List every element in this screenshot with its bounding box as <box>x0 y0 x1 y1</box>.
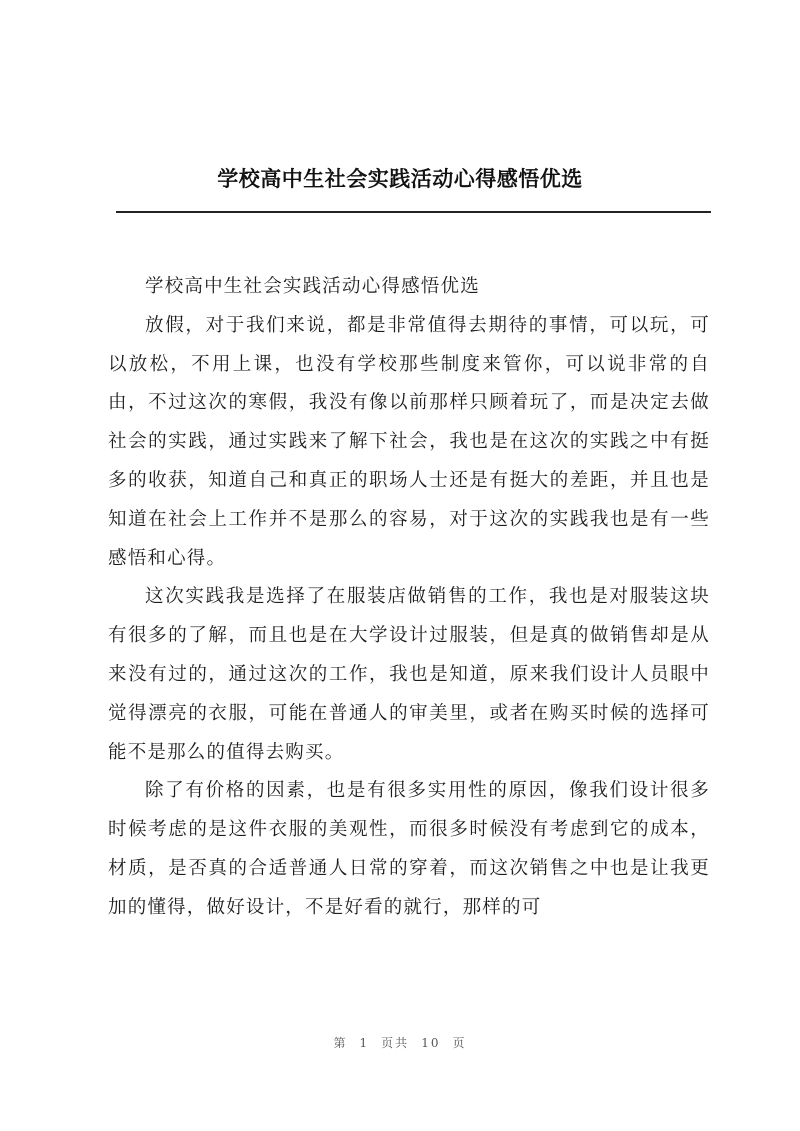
footer-suffix: 页 <box>452 1036 467 1050</box>
paragraph: 这次实践我是选择了在服装店做销售的工作，我也是对服装这块有很多的了解，而且也是在大学设计过服装，但是真的做销售却是从来没有过的，通过这次的工作，我也是知道，原来我们设计人员眼中觉得漂亮的衣服，可能在普通人的审美里，或者在购买时候的选择可能不是那么的值得去购买。 <box>108 586 710 763</box>
footer-middle: 页共 <box>381 1036 410 1050</box>
current-page-number: 1 <box>359 1036 370 1050</box>
total-pages-number: 10 <box>421 1036 441 1050</box>
paragraph: 放假，对于我们来说，都是非常值得去期待的事情，可以玩，可以放松，不用上课，也没有学校那些制度来管你，可以说非常的自由，不过这次的寒假，我没有像以前那样只顾着玩了，而是决定去做社会的实践，通过实践来了解下社会，我也是在这次的实践之中有挺多的收获，知道自己和真正的职场人士还是有挺大的差距，并且也是知道在社会上工作并不是那么的容易，对于这次的实践我也是有一些感悟和心得。 <box>108 314 710 569</box>
title-divider <box>116 211 711 213</box>
footer-prefix: 第 <box>333 1036 348 1050</box>
document-body <box>108 268 710 928</box>
document-title: 学校高中生社会实践活动心得感悟优选 <box>217 166 583 191</box>
page-footer <box>0 1034 800 1051</box>
paragraph-heading: 学校高中生社会实践活动心得感悟优选 <box>145 276 480 297</box>
paragraph: 除了有价格的因素，也是有很多实用性的原因，像我们设计很多时候考虑的是这件衣服的美观性，而很多时候没有考虑到它的成本，材质，是否真的合适普通人日常的穿着，而这次销售之中也是让我更加的懂得，做好设计，不是好看的就行，那样的可 <box>108 780 710 918</box>
